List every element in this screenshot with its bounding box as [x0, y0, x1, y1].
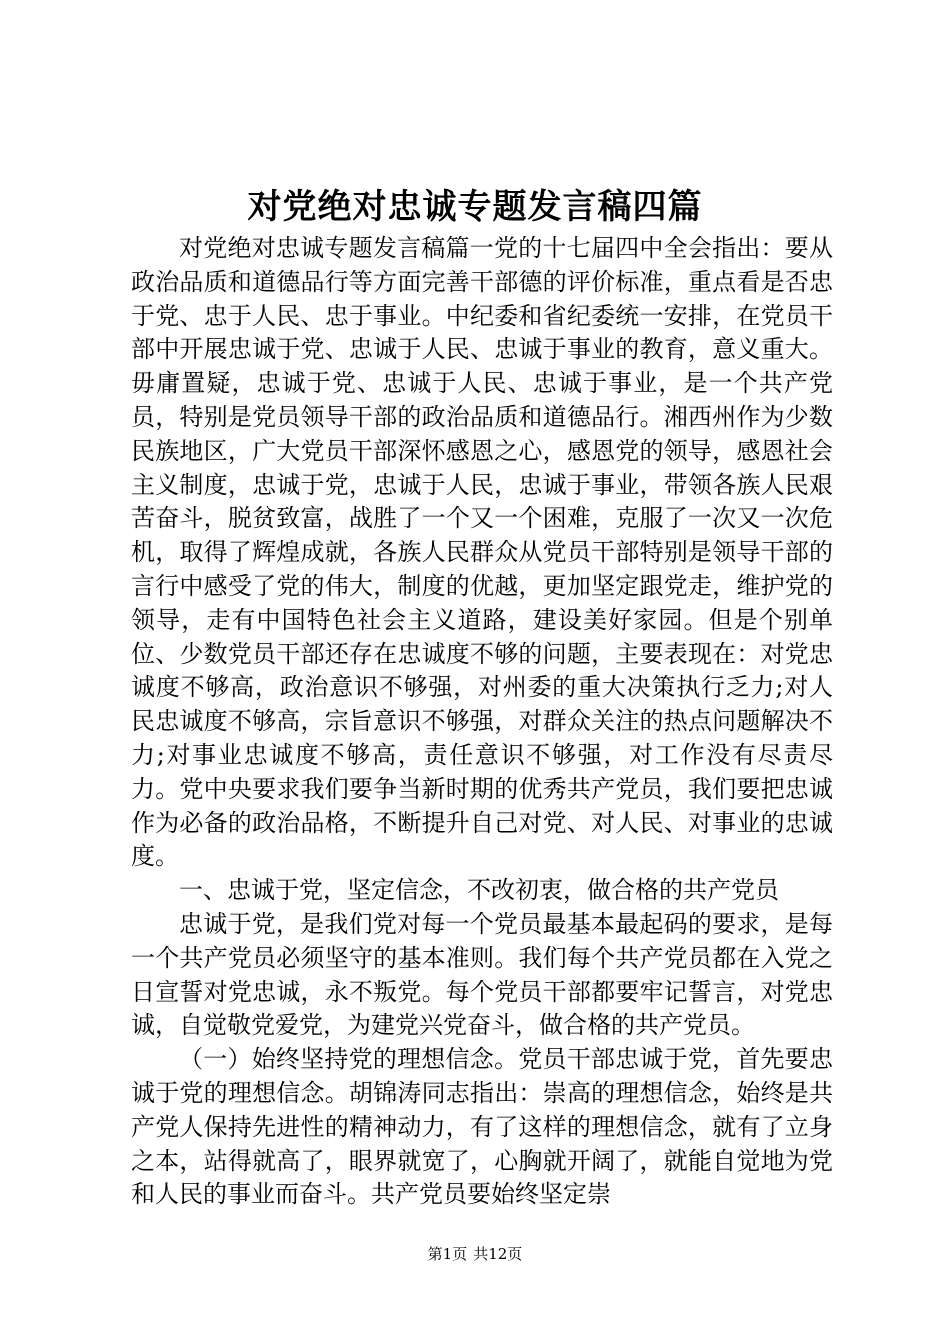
paragraph-intro: 对党绝对忠诚专题发言稿篇一党的十七届四中全会指出：要从政治品质和道德品行等方面完善干部德的评价标准，重点看是否忠于党、忠于人民、忠于事业。中纪委和省纪委统一安排，在党员干部中开展忠诚于党、忠诚于人民、忠诚于事业的教育，意义重大。毋庸置疑，忠诚于党、忠诚于人民、忠诚于事业，是一个共产党员，特别是党员领导干部的政治品质和道德品行。湘西州作为少数民族地区，广大党员干部深怀感恩之心，感恩党的领导，感恩社会主义制度，忠诚于党，忠诚于人民，忠诚于事业，带领各族人民艰苦奋斗，脱贫致富，战胜了一个又一个困难，克服了一次又一次危机，取得了辉煌成就，各族人民群众从党员干部特别是领导干部的言行中感受了党的伟大，制度的优越，更加坚定跟党走，维护党的领导，走有中国特色社会主义道路，建设美好家园。但是个别单位、少数党员干部还存在忠诚度不够的问题，主要表现在：对党忠诚度不够高，政治意识不够强，对州委的重大决策执行乏力;对人民忠诚度不够高，宗旨意识不够强，对群众关注的热点问题解决不力;对事业忠诚度不够高，责任意识不够强，对工作没有尽责尽力。党中央要求我们要争当新时期的优秀共产党员，我们要把忠诚作为必备的政治品格，不断提升自己对党、对人民、对事业的忠诚度。 [131, 234, 833, 871]
page-footer [0, 1244, 950, 1264]
section-heading-1: 一、忠诚于党，坚定信念，不改初衷，做合格的共产党员 [179, 876, 779, 905]
page-number: 第1页 [427, 1245, 468, 1263]
paragraph-loyalty: 忠诚于党，是我们党对每一个党员最基本最起码的要求，是每一个共产党员必须坚守的基本准则。我们每个共产党员都在入党之日宣誓对党忠诚，永不叛党。每个党员干部都要牢记誓言，对党忠诚，自觉敬党爱党，为建党兴党奋斗，做合格的共产党员。 [131, 909, 833, 1040]
document-title: 对党绝对忠诚专题发言稿四篇 [247, 187, 703, 227]
paragraph-ideals: （一）始终坚持党的理想信念。党员干部忠诚于党，首先要忠诚于党的理想信念。胡锦涛同志指出：崇高的理想信念，始终是共产党人保持先进性的精神动力，有了这样的理想信念，就有了立身之本，站得就高了，眼界就宽了，心胸就开阔了，就能自觉地为党和人民的事业而奋斗。共产党员要始终坚定崇 [131, 1045, 833, 1209]
page-total: 共12页 [473, 1245, 523, 1263]
document-body [131, 232, 833, 1212]
